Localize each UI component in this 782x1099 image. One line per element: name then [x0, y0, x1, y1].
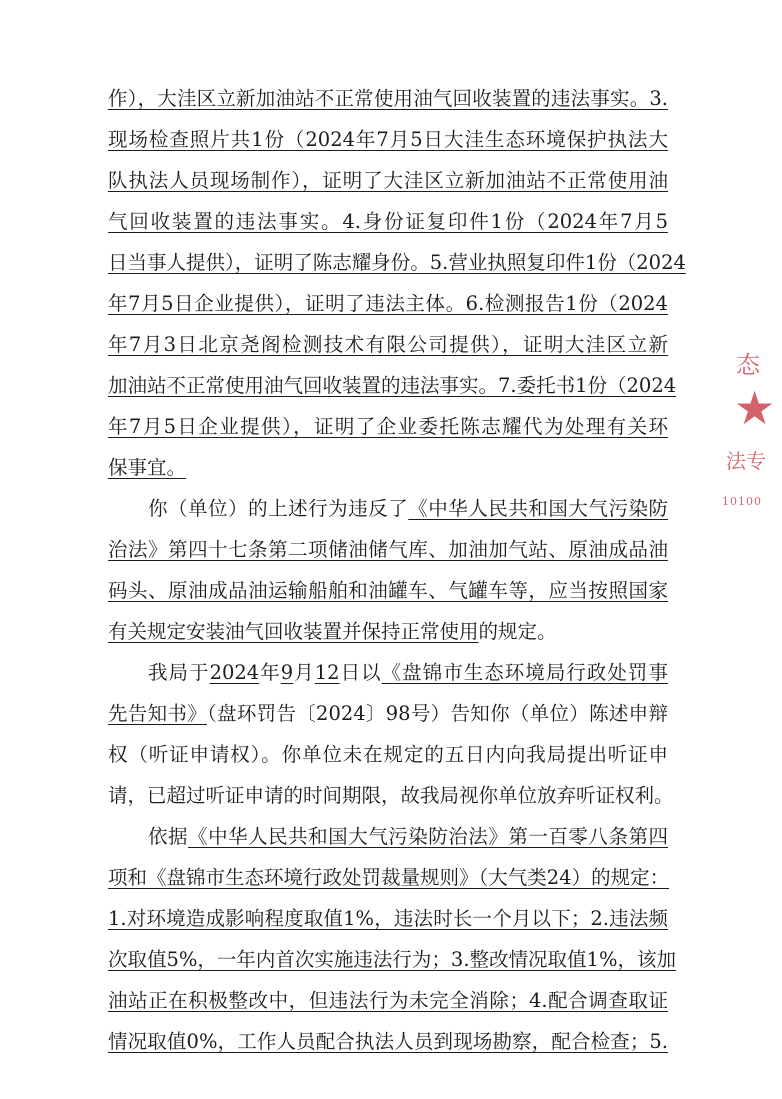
underlined-text: 9 [280, 661, 294, 684]
seal-bottom-chars: 法专 [726, 449, 766, 473]
body-line [108, 906, 668, 932]
text-segment: 年 [259, 661, 281, 684]
text-segment: 的规定。 [478, 620, 557, 643]
body-line [108, 619, 668, 645]
body-line [108, 209, 668, 235]
underlined-text: 有关规定安装油气回收装置并保持正常使用 [108, 620, 479, 643]
text-segment: 权（听证申请权）。你单位未在规定的五日内向我局提出听证申 [108, 743, 668, 766]
body-line [108, 86, 668, 112]
underlined-text: 《中华人民共和国大气污染防治法》第一百零八条第四 [188, 825, 668, 848]
underlined-text: 码头、原油成品油运输船舶和油罐车、气罐车等，应当按照国家 [108, 579, 668, 602]
body-line [148, 496, 668, 522]
body-line [108, 250, 686, 276]
underlined-text: 年7月3日北京尧阁检测技术有限公司提供），证明大洼区立新 [108, 333, 668, 356]
body-line [148, 660, 668, 686]
underlined-text: 日当事人提供），证明了陈志耀身份。5.营业执照复印件1份（2024 [108, 251, 686, 274]
text-segment: 依据 [148, 825, 189, 848]
seal-number: 10100 [722, 495, 762, 508]
underlined-text: 12 [314, 661, 340, 684]
body-line [108, 578, 668, 604]
body-line [108, 988, 668, 1014]
body-line [108, 332, 668, 358]
body-line [108, 1029, 668, 1055]
body-line [108, 291, 668, 317]
official-seal [712, 345, 782, 535]
underlined-text: 气回收装置的违法事实。4.身份证复印件1份（2024年7月5 [108, 210, 668, 233]
underlined-text: 项和《盘锦市生态环境行政处罚裁量规则》（大气类24）的规定： [108, 866, 670, 889]
body-line [108, 783, 674, 809]
underlined-text: 油站正在积极整改中，但违法行为未完全消除；4.配合调查取证 [108, 989, 668, 1012]
underlined-text: 《盘锦市生态环境局行政处罚事 [381, 661, 668, 684]
body-line [108, 742, 668, 768]
text-segment: 你（单位）的上述行为违反了 [148, 497, 409, 520]
text-segment: 月 [293, 661, 315, 684]
body-line [108, 127, 668, 153]
body-line [108, 455, 668, 481]
underlined-text: 《中华人民共和国大气污染防 [408, 497, 668, 520]
body-line [108, 947, 676, 973]
seal-top-char: 态 [736, 351, 760, 379]
underlined-text: 年7月5日企业提供），证明了企业委托陈志耀代为处理有关环 [108, 415, 668, 438]
body-line [108, 865, 668, 891]
body-line [108, 414, 668, 440]
underlined-text: 1.对环境造成影响程度取值1%，违法时长一个月以下；2.违法频 [108, 907, 668, 930]
underlined-text: 先告知书》 [108, 702, 207, 725]
text-segment: （盘环罚告〔2024〕98号）告知你（单位）陈述申辩 [207, 702, 668, 725]
text-segment: 我局于 [148, 661, 210, 684]
underlined-text: 年7月5日企业提供），证明了违法主体。6.检测报告1份（2024 [108, 292, 668, 315]
underlined-text: 次取值5%，一年内首次实施违法行为；3.整改情况取值1%，该加 [108, 948, 676, 971]
seal-star-icon: ★ [734, 381, 776, 435]
underlined-text: 保事宜。 [108, 456, 187, 479]
body-line [108, 373, 677, 399]
underlined-text: 作），大洼区立新加油站不正常使用油气回收装置的违法事实。3. [108, 87, 668, 110]
body-line [108, 701, 668, 727]
body-line [148, 824, 668, 850]
underlined-text: 队执法人员现场制作），证明了大洼区立新加油站不正常使用油 [108, 169, 668, 192]
body-line [108, 537, 668, 563]
underlined-text: 治法》第四十七条第二项储油储气库、加油加气站、原油成品油 [108, 538, 668, 561]
underlined-text: 2024 [209, 661, 260, 684]
underlined-text: 加油站不正常使用油气回收装置的违法事实。7.委托书1份（2024 [108, 374, 677, 397]
text-segment: 请，已超过听证申请的时间期限，故我局视你单位放弃听证权利。 [108, 784, 674, 807]
underlined-text: 现场检查照片共1份（2024年7月5日大洼生态环境保护执法大 [108, 128, 668, 151]
text-segment: 日以 [339, 661, 382, 684]
underlined-text: 情况取值0%，工作人员配合执法人员到现场勘察，配合检查；5. [108, 1030, 668, 1053]
body-line [108, 168, 668, 194]
